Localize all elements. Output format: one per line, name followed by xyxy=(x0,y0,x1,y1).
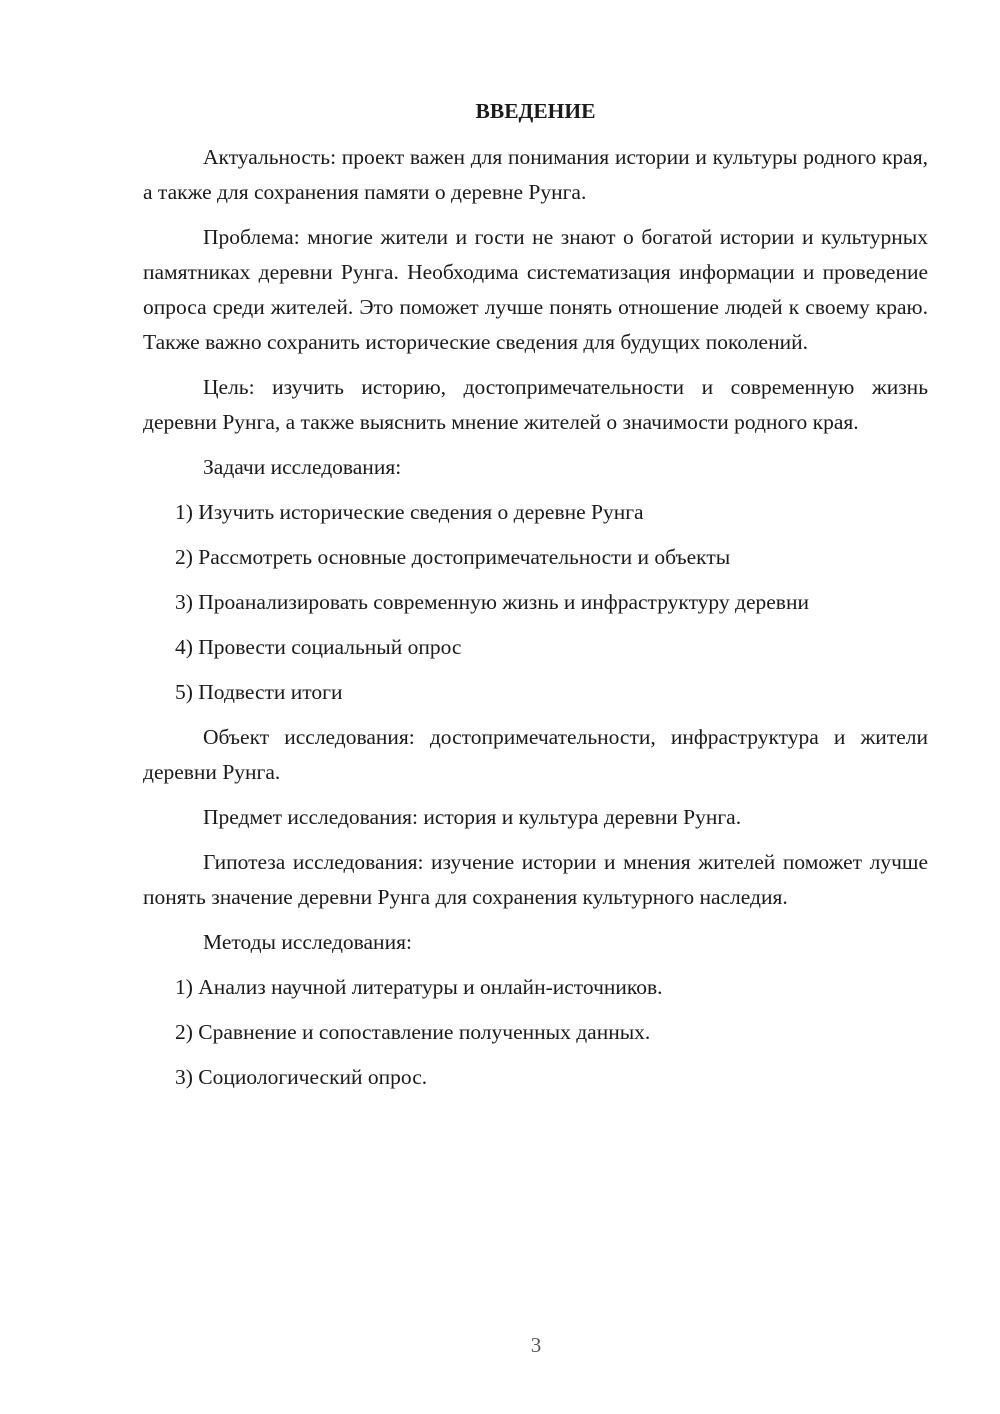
page-number: 3 xyxy=(530,1333,542,1357)
relevance-paragraph: Актуальность: проект важен для понимания истории и культуры родного края, а также для сохранения памяти о деревне Рунга. xyxy=(143,145,928,204)
document-title: ВВЕДЕНИЕ xyxy=(475,99,596,123)
list-item: 3) Проанализировать современную жизнь и инфраструктуру деревни xyxy=(175,590,809,614)
problem-paragraph: Проблема: многие жители и гости не знают о богатой истории и культурных памятниках деревни Рунга. Необходима систематизация информации и проведение опроса среди жителей. Это поможет лучше понять отношение людей к своему краю. Также важно сохранить исторические сведения для будущих поколений. xyxy=(143,225,928,354)
methods-heading: Методы исследования: xyxy=(203,930,412,954)
document-page xyxy=(143,96,928,1105)
tasks-list xyxy=(143,495,928,710)
list-item: 4) Провести социальный опрос xyxy=(175,635,462,659)
list-item: 2) Сравнение и сопоставление полученных данных. xyxy=(175,1020,651,1044)
list-item: 1) Изучить исторические сведения о деревне Рунга xyxy=(175,500,644,524)
subject-paragraph: Предмет исследования: история и культура деревни Рунга. xyxy=(203,805,742,829)
list-item: 1) Анализ научной литературы и онлайн-источников. xyxy=(175,975,663,999)
methods-list xyxy=(143,970,928,1095)
list-item: 3) Социологический опрос. xyxy=(175,1065,428,1089)
list-item: 5) Подвести итоги xyxy=(175,680,343,704)
object-paragraph: Объект исследования: достопримечательности, инфраструктура и жители деревни Рунга. xyxy=(143,725,928,784)
tasks-heading: Задачи исследования: xyxy=(203,455,402,479)
hypothesis-paragraph: Гипотеза исследования: изучение истории и мнения жителей поможет лучше понять значение деревни Рунга для сохранения культурного наследия. xyxy=(143,850,928,909)
list-item: 2) Рассмотреть основные достопримечательности и объекты xyxy=(175,545,731,569)
goal-paragraph: Цель: изучить историю, достопримечательности и современную жизнь деревни Рунга, а также выяснить мнение жителей о значимости родного края. xyxy=(143,375,928,434)
